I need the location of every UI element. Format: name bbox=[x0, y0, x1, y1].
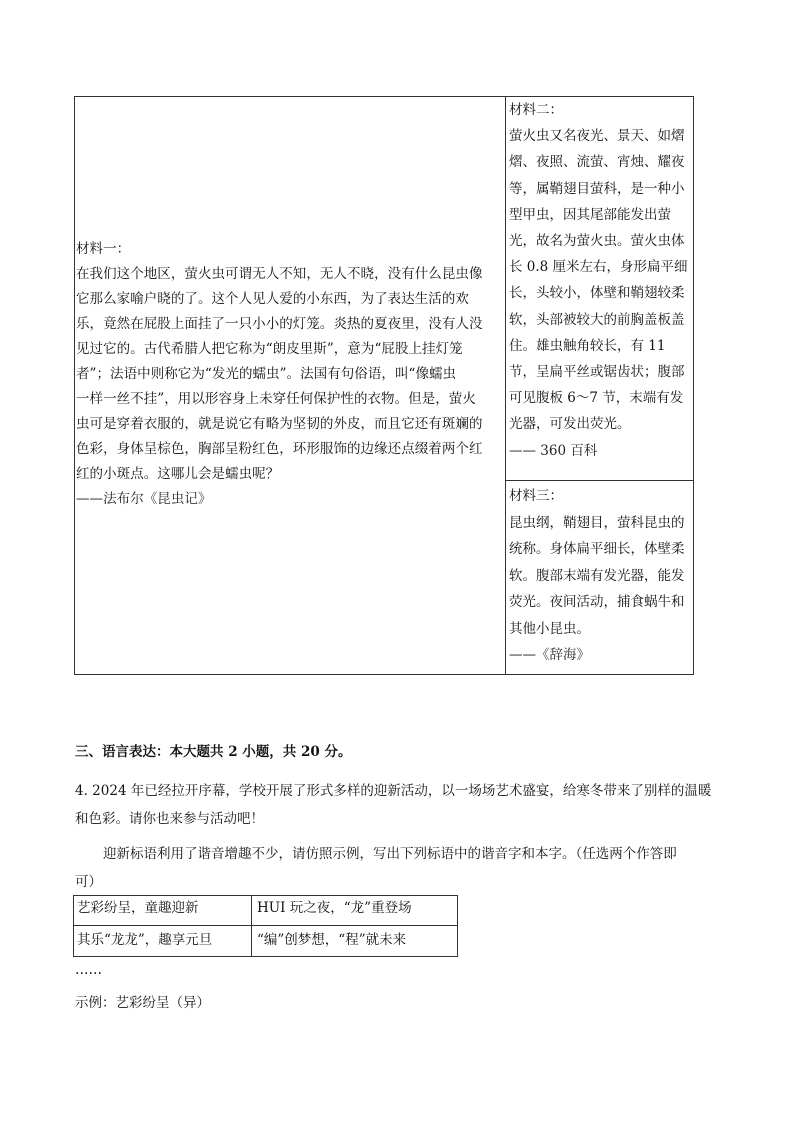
section-three-title bbox=[75, 742, 715, 762]
material-three bbox=[509, 483, 691, 669]
instruction-line: 迎新标语利用了谐音增趣不少，请仿照示例，写出下列标语中的谐音字和本字。（任选两个作答即 bbox=[103, 846, 677, 862]
question-four bbox=[75, 777, 715, 833]
material-two bbox=[509, 97, 691, 464]
material-two-line: 光，故名为萤火虫。萤火虫体 bbox=[509, 233, 685, 250]
material-two-line: 熠、夜照、流萤、宵烛、耀夜 bbox=[509, 154, 685, 171]
table-divider-vertical bbox=[505, 96, 506, 675]
material-one-line: 乐，竟然在屁股上面挂了一只小小的灯笼。炎热的夏夜里，没有人没 bbox=[76, 316, 483, 332]
slogan-table-divider-vertical bbox=[251, 895, 252, 957]
material-two-line: 住。雄虫触角较长，有 11 bbox=[509, 337, 666, 354]
material-two-line: 长 0.8 厘米左右，身形扁平细 bbox=[509, 259, 688, 276]
material-one-line: 一样一丝不挂”，用以形容身上未穿任何保护性的衣物。但是，萤火 bbox=[76, 391, 476, 407]
material-three-line: 荧光。夜间活动，捕食蜗牛和 bbox=[509, 594, 685, 610]
material-one-source: ——法布尔《昆虫记》 bbox=[76, 491, 212, 507]
material-two-line: 可见腹板 6～7 节，末端有发 bbox=[509, 390, 684, 407]
material-two-line: 节，呈扁平丝或锯齿状；腹部 bbox=[509, 364, 685, 381]
material-three-line: 其他小昆虫。 bbox=[509, 620, 590, 637]
material-one-line: 它那么家喻户晓的了。这个人见人爱的小东西，为了表达生活的欢 bbox=[76, 291, 469, 307]
slogan-cell: “编”创梦想，“程”就未来 bbox=[257, 932, 407, 948]
slogan-cell: 其乐“龙龙”，趣享元旦 bbox=[77, 932, 213, 948]
question-four-instruction bbox=[75, 840, 715, 896]
material-two-line: 长，头较小，体壁和鞘翅较柔 bbox=[509, 285, 685, 302]
material-two-line: 型甲虫，因其尾部能发出萤 bbox=[509, 206, 671, 223]
material-three-source: ——《辞海》 bbox=[509, 647, 590, 663]
material-three-line: 软。腹部末端有发光器，能发 bbox=[509, 567, 685, 584]
material-one-line: 见过它的。古代希腊人把它称为“朗皮里斯”，意为“屁股上挂灯笼 bbox=[76, 341, 463, 357]
question-four-line: 4. 2024 年已经拉开序幕，学校开展了形式多样的迎新活动，以一场场艺术盛宴，给寒冬带来了别样的温暖 bbox=[75, 783, 712, 799]
slogan-table-divider-horizontal bbox=[73, 925, 458, 926]
material-three-line: 统称。身体扁平细长，体壁柔 bbox=[509, 541, 685, 557]
material-one-heading: 材料一： bbox=[76, 241, 131, 257]
ellipsis: …… bbox=[75, 962, 102, 978]
material-two-line: 等，属鞘翅目萤科，是一种小 bbox=[509, 180, 685, 197]
material-one-line: 色彩，身体呈棕色，胸部呈粉红色，环形服饰的边缘还点缀着两个红 bbox=[76, 441, 483, 457]
table-divider-horizontal bbox=[505, 480, 694, 481]
material-three-line: 昆虫纲，鞘翅目，萤科昆虫的 bbox=[509, 514, 685, 531]
material-one-line: 在我们这个地区，萤火虫可谓无人不知，无人不晓，没有什么昆虫像 bbox=[76, 266, 483, 282]
slogan-cell: HUI 玩之夜，“龙”重登场 bbox=[257, 900, 412, 916]
slogan-cell: 艺彩纷呈，童趣迎新 bbox=[77, 900, 199, 916]
material-two-heading: 材料二： bbox=[509, 102, 563, 118]
material-one bbox=[76, 237, 504, 512]
material-two-source: —— 360 百科 bbox=[509, 442, 598, 459]
material-one-line: 者”；法语中则称它为“发光的蠕虫”。法国有句俗语，叫“像蠕虫 bbox=[76, 366, 457, 382]
material-three-heading: 材料三： bbox=[509, 488, 563, 504]
question-four-line: 和色彩。请你也来参与活动吧！ bbox=[75, 811, 264, 827]
instruction-line: 可） bbox=[75, 874, 102, 890]
material-two-line: 萤火虫又名夜光、景天、如熠 bbox=[509, 128, 685, 145]
material-two-line: 软，头部被较大的前胸盖板盖 bbox=[509, 311, 685, 328]
section-three-title-text: 三、语言表达：本大题共 2 小题，共 20 分。 bbox=[75, 744, 352, 760]
example-answer: 示例：艺彩纷呈（异） bbox=[75, 995, 210, 1011]
material-two-line: 光器，可发出荧光。 bbox=[509, 416, 631, 433]
material-one-line: 红的小斑点。这哪儿会是蠕虫呢？ bbox=[76, 466, 280, 482]
material-one-line: 虫可是穿着衣服的，就是说它有略为坚韧的外皮，而且它还有斑斓的 bbox=[76, 416, 483, 432]
